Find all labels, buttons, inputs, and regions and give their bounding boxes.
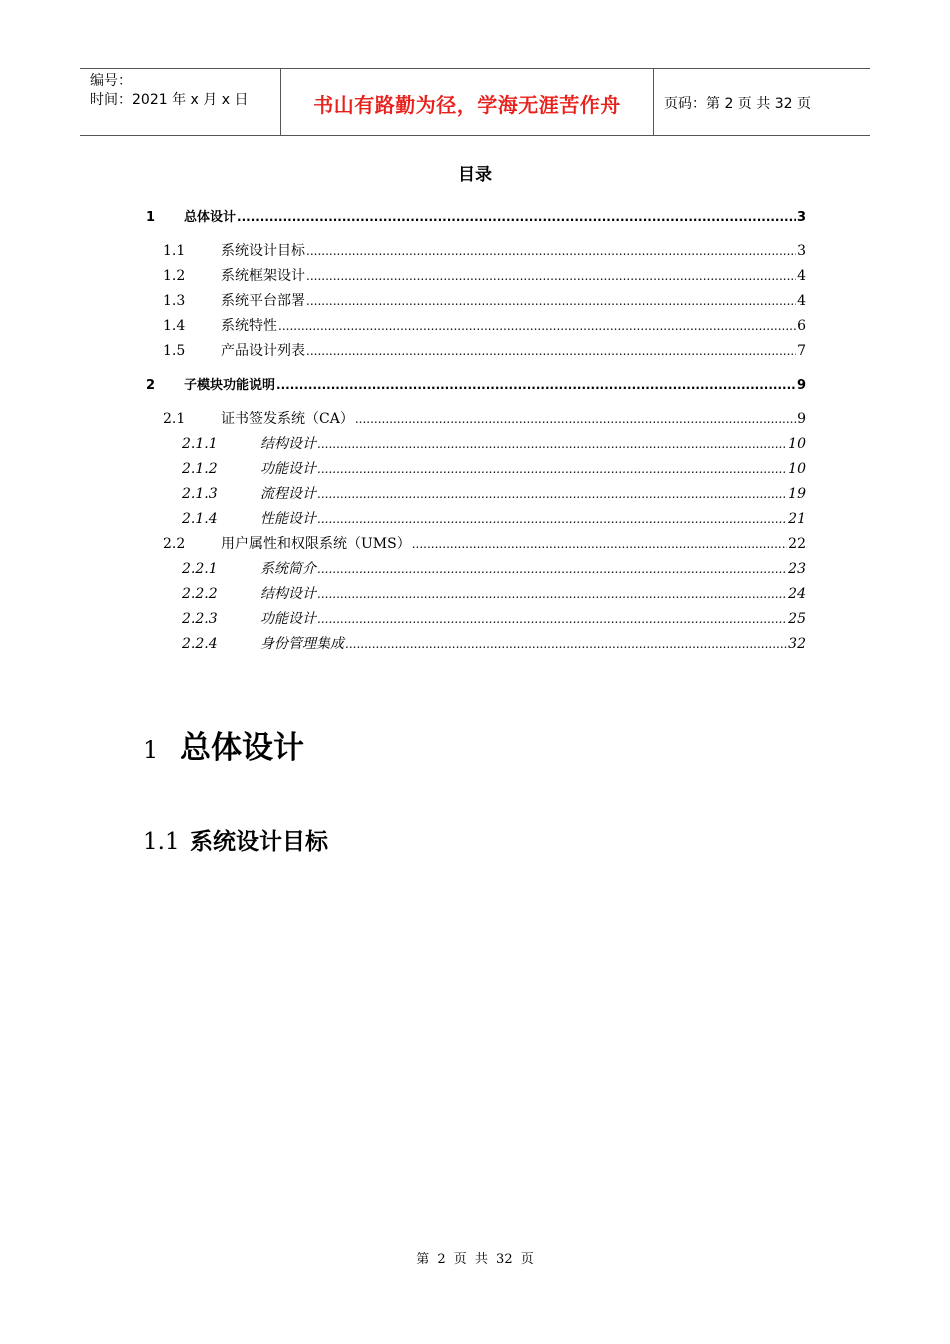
toc-leader bbox=[317, 610, 787, 628]
toc-entry-number: 1.1 bbox=[163, 243, 186, 259]
toc-entry[interactable] bbox=[182, 435, 806, 453]
toc-leader bbox=[276, 376, 796, 394]
toc-entry-number: 2.1.4 bbox=[182, 511, 218, 527]
toc-entry-number: 1.4 bbox=[163, 318, 186, 334]
toc-entry-page: 24 bbox=[788, 586, 806, 602]
toc-entry[interactable] bbox=[182, 485, 806, 503]
toc-entry-number: 2.2 bbox=[163, 536, 186, 552]
toc-entry-page: 25 bbox=[788, 611, 806, 627]
toc-entry[interactable] bbox=[182, 460, 806, 478]
toc-entry-number: 2.2.3 bbox=[182, 611, 218, 627]
toc-entry-title: 结构设计 bbox=[260, 586, 316, 602]
toc-entry[interactable] bbox=[146, 376, 806, 395]
toc-entry-page: 4 bbox=[797, 268, 806, 284]
toc-entry[interactable] bbox=[163, 267, 806, 285]
toc-entry-title: 产品设计列表 bbox=[221, 343, 305, 359]
toc-entry-title: 系统特性 bbox=[221, 318, 277, 334]
toc-leader bbox=[317, 435, 787, 453]
toc-leader bbox=[237, 208, 796, 226]
toc-entry-title: 子模块功能说明 bbox=[184, 378, 276, 393]
toc-entry-number: 1.2 bbox=[163, 268, 186, 284]
toc-entry-page: 9 bbox=[797, 411, 806, 427]
toc-entry-title: 系统平台部署 bbox=[221, 293, 305, 309]
toc-entry-page: 10 bbox=[788, 436, 806, 452]
toc-leader bbox=[306, 242, 796, 260]
heading-2 bbox=[143, 823, 328, 856]
toc-entry[interactable] bbox=[182, 585, 806, 603]
toc-entry-number: 2.1 bbox=[163, 411, 186, 427]
header-meta bbox=[80, 69, 281, 135]
toc-entry-number: 1.5 bbox=[163, 343, 186, 359]
toc-entry-page: 23 bbox=[788, 561, 806, 577]
toc-entry-title: 系统简介 bbox=[260, 561, 316, 577]
toc-entry-title: 结构设计 bbox=[260, 436, 316, 452]
toc-entry-number: 1.3 bbox=[163, 293, 186, 309]
toc-entry[interactable] bbox=[163, 410, 806, 428]
toc-leader bbox=[355, 410, 796, 428]
toc-entry-number: 2 bbox=[146, 378, 156, 393]
toc-entry[interactable] bbox=[163, 342, 806, 360]
toc-entry-number: 2.1.1 bbox=[182, 436, 218, 452]
toc-entry-page: 21 bbox=[788, 511, 806, 527]
toc-entry-title: 功能设计 bbox=[260, 461, 316, 477]
toc-entry-page: 7 bbox=[797, 343, 806, 359]
toc-leader bbox=[317, 560, 787, 578]
toc-entry-number: 2.1.2 bbox=[182, 461, 218, 477]
toc-leader bbox=[345, 635, 787, 653]
toc-entry-title: 功能设计 bbox=[260, 611, 316, 627]
header-page-info: 页码：第 2 页 共 32 页 bbox=[664, 96, 811, 112]
toc-leader bbox=[306, 292, 796, 310]
toc-entry[interactable] bbox=[182, 610, 806, 628]
toc-entry-page: 10 bbox=[788, 461, 806, 477]
header-motto: 书山有路勤为径，学海无涯苦作舟 bbox=[281, 69, 654, 135]
toc-entry[interactable] bbox=[163, 292, 806, 310]
header-number-label: 编号： bbox=[90, 73, 132, 89]
toc-entry-title: 系统设计目标 bbox=[221, 243, 305, 259]
toc-entry[interactable] bbox=[163, 535, 806, 553]
heading-2-number: 1.1 bbox=[143, 829, 180, 855]
heading-2-title: 系统设计目标 bbox=[190, 829, 328, 855]
toc-leader bbox=[306, 267, 796, 285]
heading-1-number: 1 bbox=[143, 736, 159, 764]
toc-entry-page: 19 bbox=[788, 486, 806, 502]
toc-entry-title: 总体设计 bbox=[184, 210, 237, 225]
toc-entry-page: 22 bbox=[788, 536, 806, 552]
toc-entry-title: 流程设计 bbox=[260, 486, 316, 502]
toc-entry-title: 用户属性和权限系统（UMS） bbox=[221, 536, 411, 552]
toc-entry-page: 3 bbox=[797, 243, 806, 259]
toc-entry-title: 系统框架设计 bbox=[221, 268, 305, 284]
toc-entry-page: 32 bbox=[788, 636, 806, 652]
toc-title: 目录 bbox=[458, 165, 492, 185]
toc-leader bbox=[412, 535, 787, 553]
toc-entry[interactable] bbox=[182, 635, 806, 653]
toc-entry[interactable] bbox=[182, 560, 806, 578]
heading-1 bbox=[143, 722, 304, 767]
toc-entry-title: 身份管理集成 bbox=[260, 636, 344, 652]
toc-leader bbox=[317, 585, 787, 603]
toc-entry-number: 1 bbox=[146, 210, 156, 225]
page-header bbox=[80, 68, 870, 136]
toc-entry-number: 2.2.2 bbox=[182, 586, 218, 602]
toc-leader bbox=[278, 317, 796, 335]
toc-leader bbox=[317, 460, 787, 478]
toc-entry[interactable] bbox=[146, 208, 806, 227]
toc-leader bbox=[306, 342, 796, 360]
toc-entry-number: 2.2.4 bbox=[182, 636, 218, 652]
toc-entry[interactable] bbox=[182, 510, 806, 528]
toc-entry-number: 2.2.1 bbox=[182, 561, 218, 577]
heading-1-title: 总体设计 bbox=[180, 730, 304, 766]
toc-entry-page: 3 bbox=[796, 210, 806, 225]
toc-leader bbox=[317, 510, 787, 528]
toc-entry[interactable] bbox=[163, 317, 806, 335]
page-footer: 第 2 页 共 32 页 bbox=[416, 1252, 534, 1267]
toc-entry-title: 性能设计 bbox=[260, 511, 316, 527]
toc-entry-page: 9 bbox=[796, 378, 806, 393]
toc-leader bbox=[317, 485, 787, 503]
toc-entry-title: 证书签发系统（CA） bbox=[221, 411, 354, 427]
toc-entry-page: 6 bbox=[797, 318, 806, 334]
toc-entry-number: 2.1.3 bbox=[182, 486, 218, 502]
toc-entry-page: 4 bbox=[797, 293, 806, 309]
toc-entry[interactable] bbox=[163, 242, 806, 260]
header-time-label: 时间：2021 年 x 月 x 日 bbox=[90, 92, 249, 108]
